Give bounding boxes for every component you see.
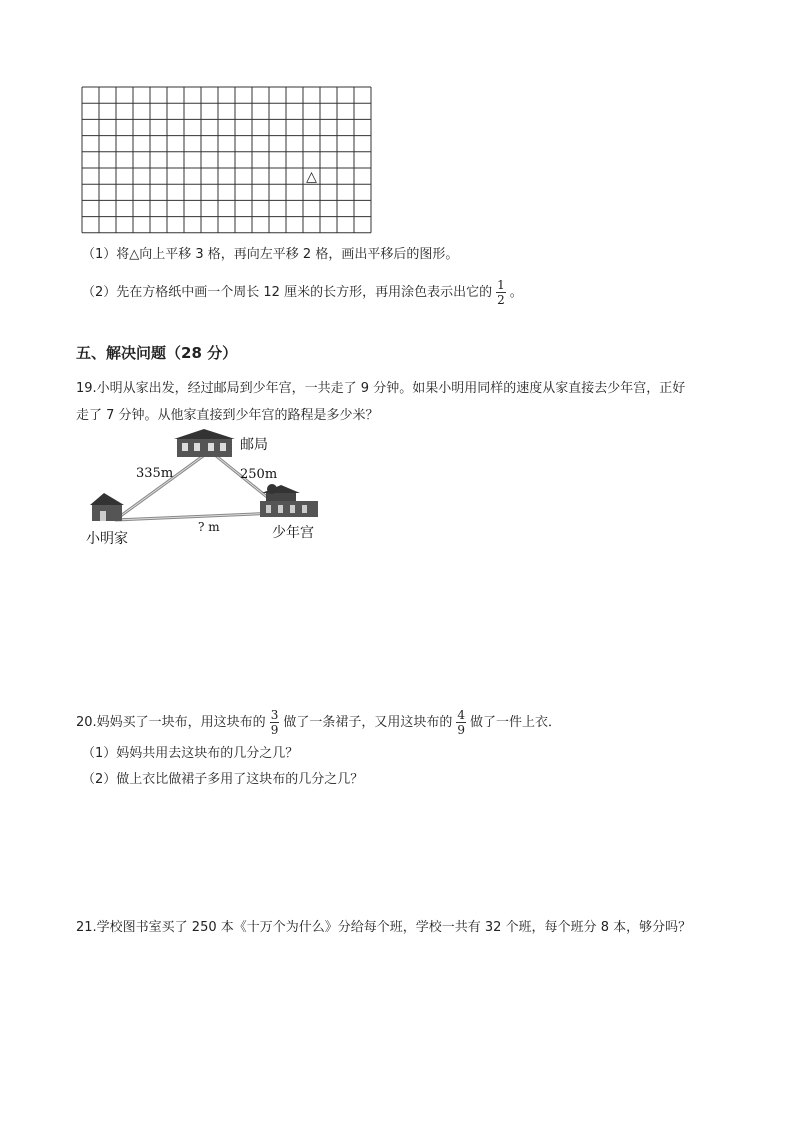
q20-part1: （1）妈妈共用去这块布的几分之几？ bbox=[82, 746, 299, 761]
q20-stem-c: 做了一件上衣． bbox=[469, 715, 561, 730]
q18-part1: （1）将△向上平移 3 格，再向左平移 2 格，画出平移后的图形。 bbox=[82, 247, 459, 262]
q21-text: 21.学校图书室买了 250 本《十万个为什么》分给每个班，学校一共有 32 个班，每个班分 8 本，够分吗？ bbox=[76, 920, 692, 935]
fraction-jacket bbox=[456, 709, 466, 736]
fraction-skirt bbox=[270, 709, 280, 736]
post-office-icon bbox=[174, 429, 235, 457]
section-heading: 五、解决问题（28 分） bbox=[76, 344, 238, 362]
distance-home-post: 335m bbox=[136, 466, 174, 481]
q20-stem bbox=[76, 709, 561, 736]
fraction-numerator: 4 bbox=[457, 708, 465, 722]
fraction-one-half bbox=[496, 279, 506, 306]
fraction-denominator: 9 bbox=[457, 723, 465, 737]
palace-label: 少年宫 bbox=[272, 525, 314, 541]
route-diagram bbox=[82, 425, 332, 550]
triangle-shape: △ bbox=[306, 169, 317, 186]
grid-paper bbox=[80, 86, 374, 236]
q20-stem-b: 做了一条裙子，又用这块布的 bbox=[283, 715, 453, 730]
q20-part2: （2）做上衣比做裙子多用了这块布的几分之几？ bbox=[82, 772, 364, 787]
q18-part2-end: 。 bbox=[509, 285, 523, 300]
distance-post-palace: 250m bbox=[240, 467, 278, 482]
q18-part2-text: （2）先在方格纸中画一个周长 12 厘米的长方形，再用涂色表示出它的 bbox=[82, 285, 493, 300]
fraction-numerator: 3 bbox=[270, 708, 279, 722]
fraction-denominator: 9 bbox=[270, 723, 279, 737]
post-office-label: 邮局 bbox=[240, 437, 268, 453]
childrens-palace-icon bbox=[260, 484, 318, 517]
home-icon bbox=[90, 493, 124, 521]
q18-part2 bbox=[82, 279, 523, 306]
distance-home-palace: ? m bbox=[198, 520, 220, 534]
fraction-numerator: 1 bbox=[497, 278, 505, 292]
q20-stem-a: 20.妈妈买了一块布，用这块布的 bbox=[76, 715, 266, 730]
q19-line1: 19.小明从家出发，经过邮局到少年宫，一共走了 9 分钟。如果小明用同样的速度从家直接去少年宫，正好 bbox=[76, 381, 686, 396]
fraction-denominator: 2 bbox=[497, 293, 505, 307]
home-label: 小明家 bbox=[86, 531, 128, 547]
q19-line2: 走了 7 分钟。从他家直接到少年宫的路程是多少米？ bbox=[76, 408, 379, 423]
